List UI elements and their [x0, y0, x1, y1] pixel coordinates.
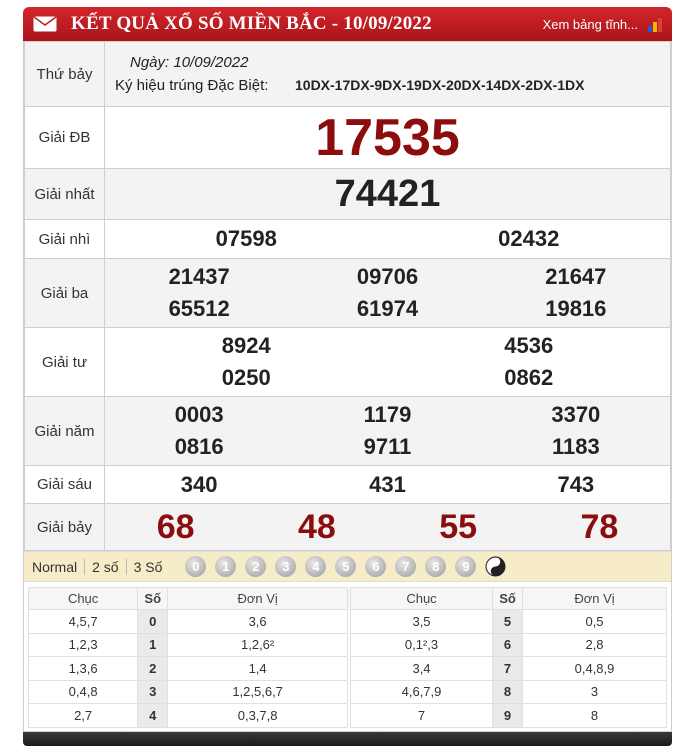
prize-label: Giải sáu	[25, 466, 105, 504]
prize-row-g4	[25, 328, 671, 397]
digit-5-button[interactable]: 5	[335, 556, 356, 577]
yin-yang-icon[interactable]	[485, 556, 506, 577]
prize-row-g3	[25, 259, 671, 328]
digit-2-button[interactable]: 2	[245, 556, 266, 577]
prize-number: 8924	[221, 333, 271, 358]
prize-label: Giải ĐB	[25, 107, 105, 169]
so-cell: 4	[138, 704, 168, 728]
donvi-cell: 0,5	[523, 610, 667, 634]
col-header-so: Số	[493, 588, 523, 610]
chuc-cell: 2,7	[29, 704, 138, 728]
prize-label: Giải tư	[25, 328, 105, 397]
footer-bar	[23, 732, 672, 746]
digit-8-button[interactable]: 8	[425, 556, 446, 577]
prize-number: 48	[297, 508, 336, 546]
prize-number: 743	[557, 471, 595, 497]
chuc-cell: 7	[351, 704, 493, 728]
chuc-cell: 1,2,3	[29, 633, 138, 657]
digit-9-button[interactable]: 9	[455, 556, 476, 577]
chuc-cell: 4,6,7,9	[351, 680, 493, 704]
prize-number: 02432	[498, 226, 560, 251]
so-cell: 8	[493, 680, 523, 704]
prize-number: 1183	[551, 434, 600, 459]
draw-date: Ngày: 10/09/2022	[130, 54, 249, 71]
prize-number: 19816	[545, 296, 607, 321]
prize-number: 78	[580, 508, 619, 546]
prize-row-g1	[25, 169, 671, 220]
info-cell	[105, 42, 671, 107]
digit-6-button[interactable]: 6	[365, 556, 386, 577]
chuc-cell: 4,5,7	[29, 610, 138, 634]
prize-label: Giải năm	[25, 397, 105, 466]
table-row	[29, 610, 667, 634]
prize-number: 431	[369, 471, 406, 497]
prize-number: 0003	[174, 402, 224, 427]
donvi-cell: 3	[523, 680, 667, 704]
col-header-donvi: Đơn Vị	[523, 588, 667, 610]
donvi-cell: 0,4,8,9	[523, 657, 667, 681]
chuc-cell: 3,5	[351, 610, 493, 634]
so-cell: 2	[138, 657, 168, 681]
view-static-link[interactable]: Xem bảng tĩnh...	[542, 16, 638, 32]
option-3-digits[interactable]: 3 Số	[133, 558, 163, 575]
prize-row-g6	[25, 466, 671, 504]
donvi-cell: 1,2,5,6,7	[168, 680, 348, 704]
first-prize-number: 74421	[334, 173, 441, 215]
prize-number: 1179	[363, 402, 412, 427]
prize-number: 0816	[174, 434, 224, 459]
so-cell: 0	[138, 610, 168, 634]
mail-icon	[33, 16, 57, 32]
prize-number: 3370	[551, 402, 601, 427]
prize-label: Giải nhì	[25, 220, 105, 259]
digit-filter	[185, 556, 506, 577]
results-container	[23, 41, 672, 732]
col-header-chuc: Chục	[29, 588, 138, 610]
col-header-so: Số	[138, 588, 168, 610]
so-cell: 1	[138, 633, 168, 657]
prize-number: 340	[180, 471, 218, 497]
chuc-cell: 1,3,6	[29, 657, 138, 681]
prize-number: 4536	[504, 333, 554, 358]
prize-number: 65512	[168, 296, 230, 321]
results-table	[24, 41, 671, 551]
prize-number: 55	[439, 508, 478, 546]
digit-0-button[interactable]: 0	[185, 556, 206, 577]
digit-7-button[interactable]: 7	[395, 556, 416, 577]
prize-number: 09706	[356, 264, 419, 289]
special-code-label: Ký hiệu trúng Đặc Biệt:	[115, 77, 269, 94]
prize-label: Giải nhất	[25, 169, 105, 220]
so-cell: 5	[493, 610, 523, 634]
prize-number: 68	[156, 508, 195, 546]
info-row	[25, 42, 671, 107]
so-cell: 9	[493, 704, 523, 728]
prize-number: 61974	[356, 296, 419, 321]
loto-header-row	[29, 588, 667, 610]
table-row	[29, 680, 667, 704]
prize-row-db	[25, 107, 671, 169]
so-cell: 7	[493, 657, 523, 681]
chuc-cell: 3,4	[351, 657, 493, 681]
so-cell: 3	[138, 680, 168, 704]
special-prize-number: 17535	[315, 108, 460, 167]
prize-number: 21437	[168, 264, 230, 289]
donvi-cell: 3,6	[168, 610, 348, 634]
page-title: KẾT QUẢ XỔ SỐ MIỀN BẮC - 10/09/2022	[71, 13, 432, 34]
table-row	[29, 704, 667, 728]
header-bar	[23, 7, 672, 41]
prize-row-g7	[25, 504, 671, 551]
prize-number: 9711	[363, 434, 412, 459]
chuc-cell: 0,1²,3	[351, 633, 493, 657]
col-header-chuc: Chục	[351, 588, 493, 610]
loto-section	[24, 582, 671, 731]
table-row	[29, 657, 667, 681]
prize-row-g2	[25, 220, 671, 259]
prize-number: 07598	[215, 226, 277, 251]
so-cell: 6	[493, 633, 523, 657]
donvi-cell: 8	[523, 704, 667, 728]
day-label: Thứ bảy	[25, 42, 105, 107]
special-code-value: 10DX-17DX-9DX-19DX-20DX-14DX-2DX-1DX	[295, 77, 585, 93]
special-code-line	[105, 77, 670, 94]
option-normal[interactable]: Normal	[32, 559, 85, 575]
donvi-cell: 0,3,7,8	[168, 704, 348, 728]
chart-bars-icon[interactable]	[648, 16, 662, 32]
prize-number: 21647	[545, 264, 607, 289]
results-widget	[23, 7, 672, 746]
col-header-donvi: Đơn Vị	[168, 588, 348, 610]
prize-label: Giải ba	[25, 259, 105, 328]
digit-1-button[interactable]: 1	[215, 556, 236, 577]
chuc-cell: 0,4,8	[29, 680, 138, 704]
loto-table	[28, 587, 667, 728]
option-2-digits[interactable]: 2 số	[85, 559, 126, 575]
prize-row-g5	[25, 397, 671, 466]
donvi-cell: 2,8	[523, 633, 667, 657]
prize-number: 0862	[504, 365, 554, 390]
display-toolbar	[24, 551, 671, 582]
donvi-cell: 1,2,6²	[168, 633, 348, 657]
digit-4-button[interactable]: 4	[305, 556, 326, 577]
donvi-cell: 1,4	[168, 657, 348, 681]
prize-label: Giải bảy	[25, 504, 105, 551]
prize-number: 0250	[221, 365, 271, 390]
digit-3-button[interactable]: 3	[275, 556, 296, 577]
table-row	[29, 633, 667, 657]
